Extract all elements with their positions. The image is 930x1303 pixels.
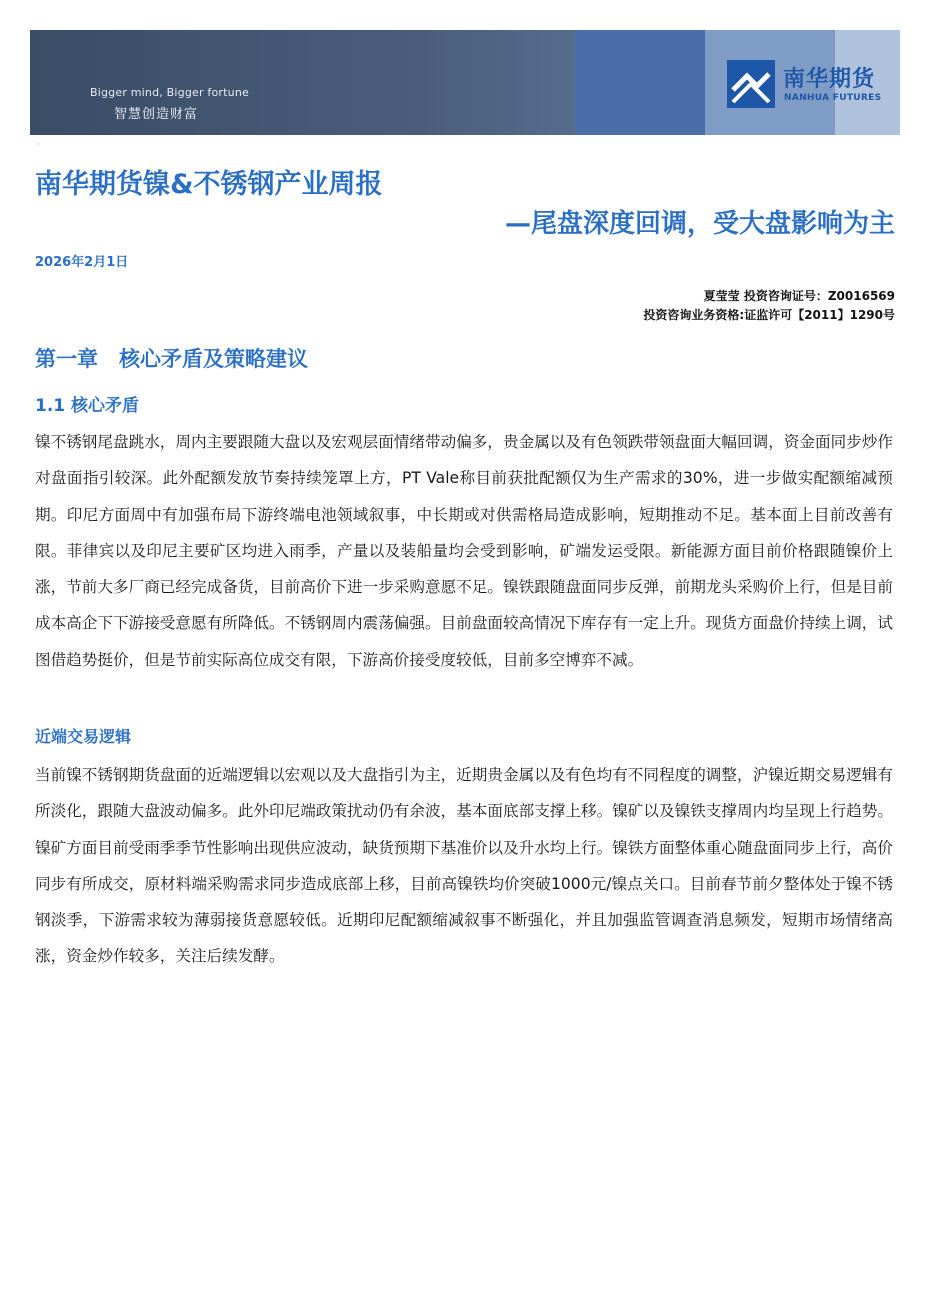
logo-chinese-text: 南华期货	[783, 67, 876, 92]
author-info	[643, 287, 895, 325]
slogan-english: Bigger mind, Bigger fortune	[90, 86, 249, 99]
near-term-logic-paragraph: 当前镍不锈钢期货盘面的近端逻辑以宏观以及大盘指引为主，近期贵金属以及有色均有不同程度的调整，沪镍近期交易逻辑有所淡化，跟随大盘波动偏多。此外印尼端政策扰动仍有余波，基本面底部支撑上移。镍矿以及镍铁支撑周内均呈现上行趋势。镍矿方面目前受雨季季节性影响出现供应波动，缺货预期下基准价以及升水均上行。镍铁方面整体重心随盘面同步上行，高价同步有所成交，原材料端采购需求同步造成底部上移，目前高镍铁均价突破1000元/镍点关口。目前春节前夕整体处于镍不锈钢淡季，下游需求较为薄弱接货意愿较低。近期印尼配额缩减叙事不断强化，并且加强监管调查消息频发，短期市场情绪高涨，资金炒作较多，关注后续发酵。	[35, 766, 893, 966]
report-title: 南华期货镍&不锈钢产业周报	[35, 169, 383, 200]
logo-english-text: NANHUA FUTURES	[784, 93, 882, 103]
logo-mark-icon	[727, 60, 775, 108]
business-qualification: 投资咨询业务资格:证监许可【2011】1290号	[643, 308, 895, 322]
core-conflict-paragraph: 镍不锈钢尾盘跳水，周内主要跟随大盘以及宏观层面情绪带动偏多，贵金属以及有色领跌带领盘面大幅回调，资金面同步炒作对盘面指引较深。此外配额发放节奏持续笼罩上方，PT Vale称目前获批配额仅为生产需求的30%，进一步做实配额缩减预期。印尼方面周中有加强布局下游终端电池领域叙事，中长期或对供需格局造成影响，短期推动不足。基本面上目前改善有限。菲律宾以及印尼主要矿区均进入雨季，产量以及装船量均会受到影响，矿端发运受限。新能源方面目前价格跟随镍价上涨，节前大多厂商已经完成备货，目前高价下进一步采购意愿不足。镍铁跟随盘面同步反弹，前期龙头采购价上行，但是目前成本高企下下游接受意愿有所降低。不锈钢周内震荡偏强。目前盘面较高情况下库存有一定上升。现货方面盘价持续上调，试图借趋势挺价，但是节前实际高位成交有限，下游高价接受度较低，目前多空博弈不减。	[35, 433, 893, 669]
header-banner	[30, 30, 900, 135]
subsection-heading: 近端交易逻辑	[35, 727, 132, 746]
company-logo	[727, 60, 897, 110]
chapter-heading: 第一章 核心矛盾及策略建议	[35, 347, 308, 371]
marker-dot: ·	[37, 140, 40, 149]
report-date: 2026年2月1日	[35, 255, 129, 270]
report-subtitle: —尾盘深度回调，受大盘影响为主	[504, 209, 895, 239]
author-license: 夏莹莹 投资咨询证号：Z0016569	[703, 289, 895, 303]
banner-block	[575, 30, 705, 135]
slogan-chinese: 智慧创造财富	[114, 107, 199, 122]
section-heading: 1.1 核心矛盾	[35, 396, 140, 416]
